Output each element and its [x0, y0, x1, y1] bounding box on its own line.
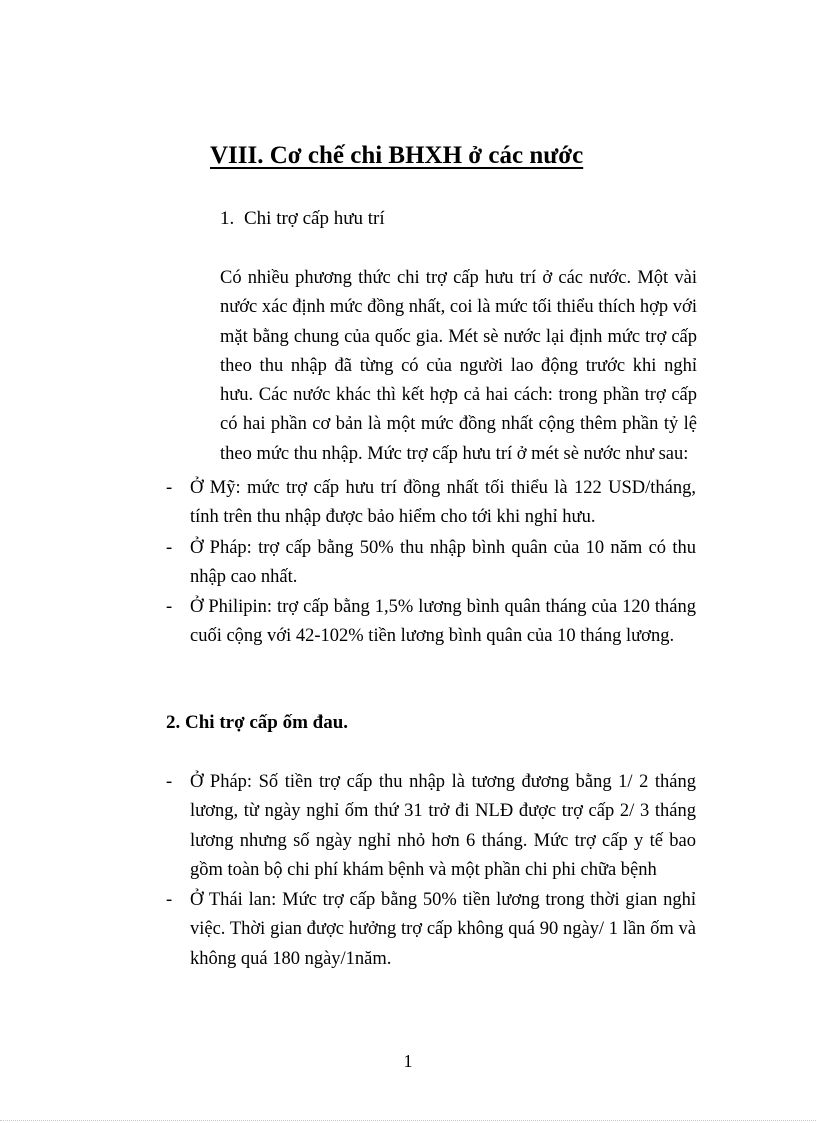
list-item-text: Ở Pháp: Số tiền trợ cấp thu nhập là tương đương bằng 1/ 2 tháng lương, từ ngày nghỉ ốm thứ 31 trở đi NLĐ được trợ cấp 2/ 3 tháng lương nhưng số ngày nghỉ nhỏ hơn 6 tháng. Mức trợ cấp y tế bao gồm toàn bộ chi phí khám bệnh và một phần chi phi chữa bệnh [190, 772, 696, 880]
section-1-number: 1. [220, 208, 235, 229]
section-1-bullet-list [0, 474, 696, 653]
bullet-dash: - [166, 478, 173, 498]
list-item-text: Ở Pháp: trợ cấp bằng 50% thu nhập bình quân của 10 năm có thu nhập cao nhất. [190, 537, 696, 587]
section-1-intro-paragraph: Có nhiều phương thức chi trợ cấp hưu trí ở các nước. Một vài nước xác định mức đồng nhất, coi là mức tối thiểu thích hợp với mặt bằng chung của quốc gia. Mét sè nước lại định mức trợ cấp theo thu nhập đã từng có của người lao động trước khi nghỉ hưu. Các nước khác thì kết hợp cả hai cách: trong phần trợ cấp có hai phần cơ bản là một mức đồng nhất cộng thêm phần tỷ lệ theo mức thu nhập. Mức trợ cấp hưu trí ở mét sè nước như sau: [220, 268, 697, 464]
list-item-text: Ở Mỹ: mức trợ cấp hưu trí đồng nhất tối thiểu là 122 USD/tháng, tính trên thu nhập được bảo hiểm cho tới khi nghỉ hưu. [190, 478, 696, 528]
list-item-text: Ở Philipin: trợ cấp bằng 1,5% lương bình quân tháng của 120 tháng cuối cộng với 42-102% tiền lương bình quân của 10 tháng lương. [190, 597, 696, 647]
list-item [0, 593, 696, 652]
list-item-text: Ở Thái lan: Mức trợ cấp bằng 50% tiền lương trong thời gian nghỉ việc. Thời gian được hưởng trợ cấp không quá 90 ngày/ 1 lần ốm và không quá 180 ngày/1năm. [190, 890, 696, 969]
bullet-dash: - [166, 597, 173, 618]
bullet-dash: - [166, 890, 173, 911]
list-item [0, 886, 696, 974]
page-number: 1 [403, 1051, 413, 1071]
section-1-heading-text: Chi trợ cấp hưu trí [244, 208, 385, 229]
bullet-dash: - [166, 772, 173, 792]
bullet-dash: - [166, 537, 173, 558]
page-title: VIII. Cơ chế chi BHXH ở các nước [210, 142, 584, 169]
list-item [0, 768, 696, 885]
section-2-heading: 2. Chi trợ cấp ốm đau. [166, 712, 349, 733]
list-item [0, 534, 696, 593]
section-2-bullet-list [0, 768, 696, 975]
page-bottom-divider [0, 1120, 816, 1121]
list-item [0, 474, 696, 533]
section-1-heading [220, 208, 385, 230]
